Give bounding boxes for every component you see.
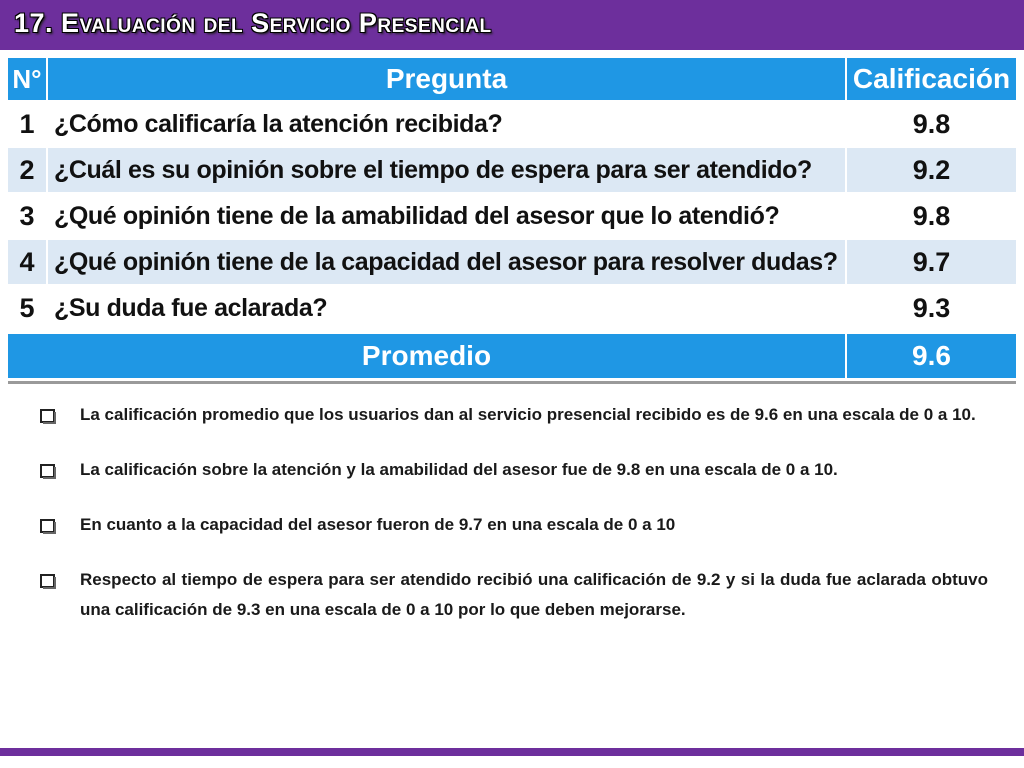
row-number: 3 xyxy=(8,194,46,238)
bottom-bar xyxy=(0,748,1024,756)
row-number: 4 xyxy=(8,240,46,284)
list-item-text: La calificación promedio que los usuarios dan al servicio presencial recibido es de 9.6 en una escala de 0 a 10. xyxy=(80,405,976,424)
row-question: ¿Qué opinión tiene de la capacidad del asesor para resolver dudas? xyxy=(48,240,845,284)
title-bar xyxy=(0,0,1024,50)
column-header-score: Calificación xyxy=(847,58,1016,100)
checkbox-square-icon xyxy=(40,464,55,478)
row-number: 2 xyxy=(8,148,46,192)
row-question: ¿Su duda fue aclarada? xyxy=(48,286,845,330)
row-score: 9.3 xyxy=(847,286,1016,330)
column-header-number: N° xyxy=(8,58,46,100)
list-item-text: En cuanto a la capacidad del asesor fueron de 9.7 en una escala de 0 a 10 xyxy=(80,515,676,534)
checkbox-square-icon xyxy=(40,574,55,588)
row-score: 9.8 xyxy=(847,102,1016,146)
list-item-text: La calificación sobre la atención y la amabilidad del asesor fue de 9.8 en una escala de 0 a 10. xyxy=(80,460,838,479)
checkbox-square-icon xyxy=(40,409,55,423)
average-label: Promedio xyxy=(8,334,845,378)
list-item xyxy=(38,400,988,430)
list-item xyxy=(38,565,988,625)
row-score: 9.7 xyxy=(847,240,1016,284)
average-value: 9.6 xyxy=(847,334,1016,378)
checkbox-square-icon xyxy=(40,519,55,533)
row-score: 9.2 xyxy=(847,148,1016,192)
page-title: 17. Evaluación del Servicio Presencial xyxy=(14,8,492,38)
row-number: 1 xyxy=(8,102,46,146)
list-item xyxy=(38,510,988,540)
evaluation-table xyxy=(8,58,1016,384)
list-item xyxy=(38,455,988,485)
row-score: 9.8 xyxy=(847,194,1016,238)
row-question: ¿Cómo calificaría la atención recibida? xyxy=(48,102,845,146)
row-question: ¿Cuál es su opinión sobre el tiempo de espera para ser atendido? xyxy=(48,148,845,192)
list-item-text: Respecto al tiempo de espera para ser atendido recibió una calificación de 9.2 y si la duda fue aclarada obtuvo una calificación de 9.3 en una escala de 0 a 10 por lo que deben mejorarse. xyxy=(80,570,988,619)
column-header-question: Pregunta xyxy=(48,58,845,100)
findings-list xyxy=(38,400,988,650)
row-number: 5 xyxy=(8,286,46,330)
row-question: ¿Qué opinión tiene de la amabilidad del asesor que lo atendió? xyxy=(48,194,845,238)
